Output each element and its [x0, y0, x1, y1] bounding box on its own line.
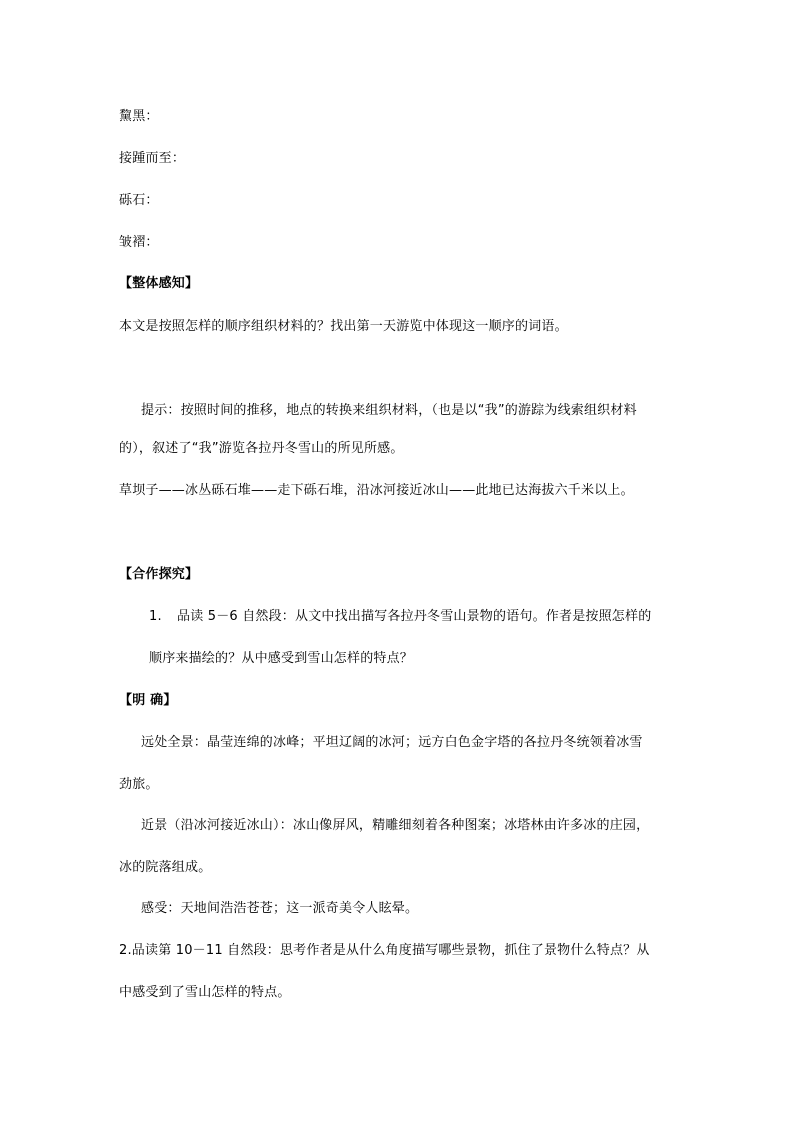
question-1-number: 1.: [149, 609, 162, 624]
far-view-line-1: 远处全景：晶莹连绵的冰峰；平坦辽阔的冰河；远方白色金字塔的各拉丹冬统领着冰雪: [141, 735, 643, 750]
vocab-sep: ：: [171, 151, 186, 166]
vocab-item-4: [119, 234, 159, 252]
vocab-term: 皱褶: [119, 235, 146, 250]
vocab-sep: ：: [145, 235, 159, 250]
far-view-line-2: 劲旅。: [119, 777, 159, 792]
route-line: 草坝子——冰丛砾石堆——走下砾石堆，沿冰河接近冰山——此地已达海拔六千米以上。: [119, 483, 634, 498]
answer-heading: 【明 确】: [119, 693, 177, 708]
vocab-item-1: [119, 108, 159, 126]
near-view-line-2: 冰的院落组成。: [119, 860, 212, 875]
vocab-sep: ：: [145, 109, 159, 124]
question-2-line-1: 2.品读第 10－11 自然段：思考作者是从什么角度描写哪些景物，抓住了景物什么特点？从: [119, 943, 650, 958]
hint-line-2: 的），叙述了“我”游览各拉丹冬雪山的所见所感。: [119, 441, 404, 456]
vocab-term: 接踵而至: [119, 151, 172, 166]
question-1-line-1: 品读 5－6 自然段：从文中找出描写各拉丹冬雪山景物的语句。作者是按照怎样的: [177, 609, 652, 624]
question-2-line-2: 中感受到了雪山怎样的特点。: [119, 985, 291, 1000]
feeling-line: 感受：天地间浩浩苍苍；这一派奇美令人眩晕。: [141, 901, 419, 916]
near-view-line-1: 近景（沿冰河接近冰山）：冰山像屏风，精雕细刻着各种图案；冰塔林由许多冰的庄园，: [141, 818, 650, 833]
overview-question: 本文是按照怎样的顺序组织材料的？找出第一天游览中体现这一顺序的词语。: [119, 319, 568, 334]
vocab-sep: ：: [145, 193, 159, 208]
vocab-term: 黧黑: [119, 109, 146, 124]
vocab-item-2: [119, 150, 185, 168]
vocab-item-3: [119, 192, 159, 210]
overview-heading: 【整体感知】: [119, 276, 199, 291]
hint-line-1: 提示：按照时间的推移，地点的转换来组织材料，（也是以“我”的游踪为线索组织材料: [141, 403, 637, 418]
vocab-term: 砾石: [119, 193, 146, 208]
explore-heading: 【合作探究】: [119, 567, 199, 582]
question-1-line-2: 顺序来描绘的？从中感受到雪山怎样的特点？: [149, 651, 414, 666]
